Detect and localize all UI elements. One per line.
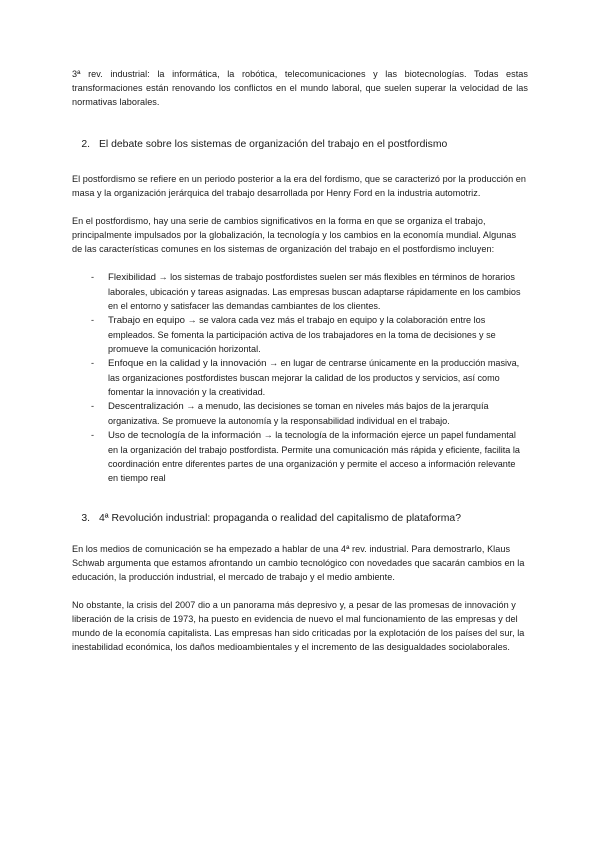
list-item-term: Flexibilidad [108,272,156,283]
list-marker: - [91,430,95,440]
list-item-text: → a menudo, las decisiones se toman en niveles más bajos de la jerarquía organizativa. Se promueve la autonomía y la responsabilidad individual en el trabajo. [108,401,489,426]
list-item [72,313,528,356]
list-item-text: → los sistemas de trabajo postfordistes suelen ser más flexibles en términos de horarios laborales, ubicación y tareas asignadas. Las empresas buscan adaptarse rápidamente en los cambios en el entorno y satisfacer las demandas cambiantes de los clientes. [108,272,521,311]
list-item-term: Enfoque en la calidad y la innovación [108,358,267,369]
intro-paragraph: 3ª rev. industrial: la informática, la robótica, telecomunicaciones y las biotecnologías. Todas estas transformaciones están renovando los conflictos en el mundo laboral, que suelen superar la velocidad de las normativas laborales. [72,69,528,107]
list-item-text: → se valora cada vez más el trabajo en equipo y la colaboración entre los empleados. Se fomenta la participación activa de los trabajadores en la toma de decisiones y se promueve la comunicación horizontal. [108,315,496,354]
characteristics-list [72,270,528,485]
list-item-text: → en lugar de centrarse únicamente en la producción masiva, las organizaciones postfordistes buscan mejorar la calidad de los productos y servicios, así como fomentar la innovación y la creatividad. [108,358,520,397]
list-marker: - [91,315,95,325]
list-item-term: Trabajo en equipo [108,315,185,326]
list-item [72,270,528,313]
list-marker: - [91,272,95,282]
list-item-term: Uso de tecnología de la información [108,430,262,441]
section-3-number: 3. [81,513,90,524]
section-2-heading [72,138,528,152]
list-item-text: → la tecnología de la información ejerce un papel fundamental en la organización del trabajo postfordista. Permite una comunicación más rápida y eficiente, facilita la coordinación entre diferentes partes de una organización y permite el acceso a información relevante en tiempo real [108,430,520,483]
list-item [72,428,528,485]
section-2-paragraph-1: El postfordismo se refiere en un periodo posterior a la era del fordismo, que se caracterizó por la producción en masa y la organización jerárquica del trabajo desarrollada por Henry Ford en la industria automotriz. [72,174,527,198]
section-3-title: 4ª Revolución industrial: propaganda o realidad del capitalismo de plataforma? [99,513,461,524]
section-3-paragraph-2: No obstante, la crisis del 2007 dio a un panorama más depresivo y, a pesar de las promesas de innovación y liberación de la crisis de 1973, ha puesto en evidencia de nuevo el mal funcionamiento de las empresas y del mundo de la economía capitalista. Las empresas han sido criticadas por la explotación de los países del sur, la inestabilidad económica, los daños medioambientales y el incremento de las desigualdades sociolaborales. [72,600,525,652]
section-2-title: El debate sobre los sistemas de organización del trabajo en el postfordismo [99,139,448,150]
section-2-number: 2. [81,139,90,150]
section-3-heading [72,512,528,526]
list-item [72,399,528,428]
list-item-term: Descentralización [108,401,184,412]
list-marker: - [91,401,95,411]
list-marker: - [91,358,95,368]
section-2-paragraph-2: En el postfordismo, hay una serie de cambios significativos en la forma en que se organiza el trabajo, principalmente impulsados por la globalización, la tecnología y los cambios en la economía mundial. Algunas de las características comunes en los sistemas de organización del trabajo en el postfordismo incluyen: [72,216,517,254]
list-item [72,356,528,399]
section-3-paragraph-1: En los medios de comunicación se ha empezado a hablar de una 4ª rev. industrial. Para demostrarlo, Klaus Schwab argumenta que estamos afrontando un cambio tecnológico con novedades que sacarán cambios en la educación, la producción industrial, el mercado de trabajo y el medio ambiente. [72,544,525,582]
